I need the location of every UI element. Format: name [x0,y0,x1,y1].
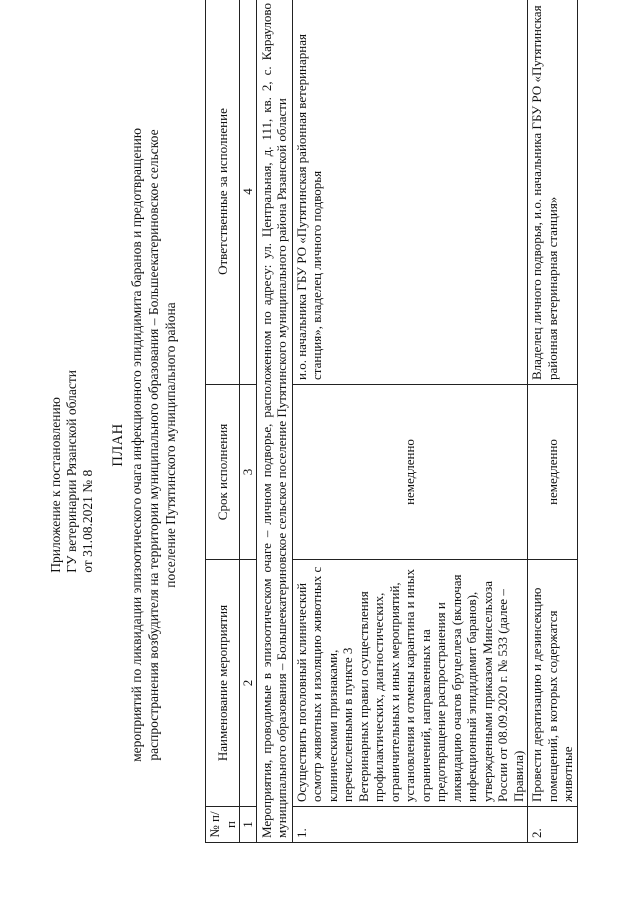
appendix-block [48,370,96,573]
title-line-1: мероприятий по ликвидации эпизоотического очага инфекционного эпидидимита баранов и предотвращению [129,128,144,762]
table-row [528,0,578,843]
row-responsible: Владелец личного подворья, и.о. начальника ГБУ РО «Путятинская районная ветеринарная станция» [528,0,578,385]
appendix-line-3: от 31.08.2021 № 8 [80,469,95,573]
row-term: немедленно [528,385,578,560]
header-no: № п/п [206,807,240,843]
table-row [292,0,528,843]
row-activity: Провести дератизацию и дезинсекцию помещений, в которых содержатся животные [528,560,578,807]
title-line-3: поселение Путятинского муниципального района [163,302,178,588]
column-number: 4 [240,0,257,385]
column-number: 3 [240,385,257,560]
document-title [110,45,179,845]
column-number: 2 [240,560,257,807]
section-heading: Мероприятия, проводимые в эпизоотическом очаге – личном подворье, расположенном по адресу: ул. Центральная, д. 111, кв. 2, с. Караулово муниципального образования – Большеекатериновское сельское поселение Путятинского муниципального района Рязанской области [256,0,292,843]
appendix-line-2: ГУ ветеринарии Рязанской области [64,370,79,573]
row-activity: Осуществить поголовный клинический осмотр животных и изоляцию животных с клиническими признаками, перечисленными в пункте 3 Ветеринарных правил осуществления профилактических, диагностических, ограничительных и иных мероприятий, установления и отмены карантина и иных ограничений, направленных на предотвращение распространения и ликвидацию очагов бруцеллеза (включая инфекционный эпидидимит баранов), утвержденными приказом Минсельхоза России от 08.09.2020 г. № 533 (далее – Правила) [292,560,528,807]
header-responsible: Ответственные за исполнение [206,0,240,385]
header-term: Срок исполнения [206,385,240,560]
column-number: 1 [240,807,257,843]
section-row [256,0,292,843]
row-number: 2. [528,807,578,843]
title-line-2: распространения возбудителя на территории муниципального образования – Большеекатериновское сельское [146,129,161,761]
row-responsible: и.о. начальника ГБУ РО «Путятинская районная ветеринарная станция», владелец личного подворья [292,0,528,385]
column-number-row [240,0,257,843]
appendix-line-1: Приложение к постановлению [48,397,63,573]
row-number: 1. [292,807,528,843]
table-header-row [206,0,240,843]
plan-table [205,0,578,843]
header-name: Наименование мероприятия [206,560,240,807]
row-term: немедленно [292,385,528,560]
title-heading: ПЛАН [110,423,126,467]
